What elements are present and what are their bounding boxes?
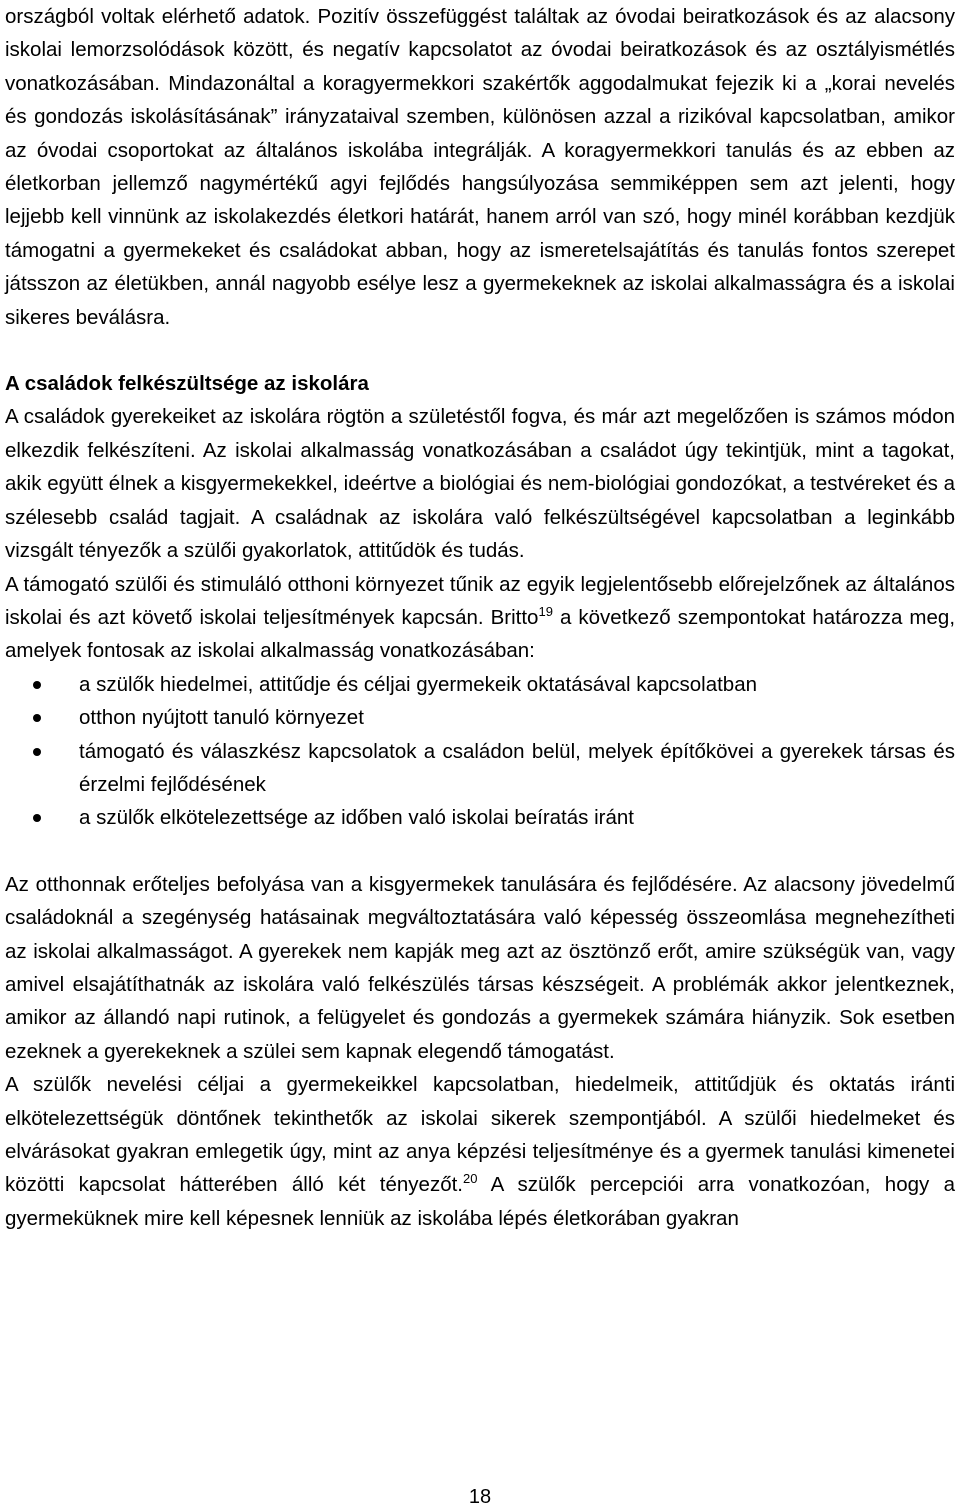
paragraph-family-preparation: A családok gyerekeiket az iskolára rögtön a születéstől fogva, és már azt megelőzően is számos módon elkezdik felkészíteni. Az iskolai alkalmasság vonatkozásában a családot úgy tekintjük, mint a tagokat, akik együtt élnek a kisgyermekekkel, ideértve a biológiai és nem-biológiai gondozókat, a testvéreket és a szélesebb család tagjait. A családnak az iskolára való felkészültségével kapcsolatban a leginkább vizsgált tényezők a szülői gyakorlatok, attitűdök és tudás.: [5, 405, 955, 563]
paragraph-gap: [5, 334, 955, 367]
paragraph-home-environment-continued: a következő szempontokat határozza meg, amelyek fontosak az iskolai alkalmasság vonatkozásában:: [5, 605, 956, 663]
document-page: [5, 0, 955, 1235]
list-item: [5, 801, 955, 834]
paragraph-preschool-outcomes: országból voltak elérhető adatok. Pozitív összefüggést találtak az óvodai beiratkozások és az alacsony iskolai lemorzsolódások között, és negatív kapcsolatot az óvodai beiratkozások és az osztályismétlés vonatkozásában. Mindazonáltal a koragyermekkori szakértők aggodalmukat fejezik ki a „korai nevelés és gondozás iskolásításának” irányzataival szemben, különösen azzal a rizikóval kapcsolatban, amikor az óvodai csoportokat az általános iskolába integrálják. A koragyermekkori tanulás és az ebben az életkorban jellemző nagymértékű agyi fejlődés hangsúlyozása semmiképpen sem azt jelenti, hogy lejjebb kell vinnünk az iskolakezdés életkori határát, hanem arról van szó, hogy minél korábban kezdjük támogatni a gyermekeket és családokat abban, hogy az ismeretelsajátítás és tanulás fontos szerepet játsszon az életükben, annál nagyobb esélye lesz a gyermekeknek az iskolai alkalmasságra és a iskolai sikeres beválásra.: [5, 5, 955, 329]
list-item: [5, 735, 955, 802]
list-item-text: a szülők hiedelmei, attitűdje és céljai gyermekeik oktatásával kapcsolatban: [79, 672, 758, 696]
bullet-icon: [33, 748, 41, 756]
page-number: 18: [468, 1486, 492, 1508]
footnote-reference-19: 19: [538, 603, 553, 619]
bullet-icon: [33, 681, 41, 689]
list-item: [5, 701, 955, 734]
paragraph-parent-goals-text: A szülők nevelési céljai a gyermekeikkel kapcsolatban, hiedelmeik, attitűdjük és oktatás iránti elkötelezettségük döntőnek tekinthetők az iskolai sikerek szempontjából. A szülői hiedelmeket és elvárásokat gyakran emlegetik úgy, mint az anya képzési teljesítménye és a gyermek tanulási kimenetei közötti kapcsolat hátterében álló két tényezőt.: [5, 1073, 955, 1197]
paragraph-home-environment: [5, 568, 955, 668]
section-heading: A családok felkészültsége az iskolára: [5, 372, 369, 396]
paragraph-home-environment-text: A támogató szülői és stimuláló otthoni környezet tűnik az egyik legjelentősebb előrejelzőnek az általános iskolai és azt követő iskolai teljesítmények kapcsán. Britto: [5, 572, 955, 629]
list-item: [5, 668, 955, 701]
paragraph-gap: [5, 835, 955, 868]
list-item-text: a szülők elkötelezettsége az időben való iskolai beíratás iránt: [79, 806, 634, 830]
list-item-text: támogató és válaszkész kapcsolatok a családon belül, melyek építőkövei a gyerekek társas és érzelmi fejlődésének: [79, 739, 955, 796]
footnote-reference-20: 20: [462, 1171, 478, 1187]
bullet-icon: [33, 714, 41, 722]
paragraph-parent-goals-continued: A szülők percepciói arra vonatkozóan, hogy a gyermeküknek mire kell képesnek lenniük az iskolába lépés életkorában gyakran: [5, 1173, 955, 1230]
paragraph-parent-goals: [5, 1068, 955, 1235]
list-item-text: otthon nyújtott tanuló környezet: [79, 706, 364, 730]
bullet-list: [5, 668, 955, 835]
paragraph-home-influence: Az otthonnak erőteljes befolyása van a kisgyermekek tanulására és fejlődésére. Az alacsony jövedelmű családoknál a szegénység hatásainak megváltoztatására való képesség összeomlása megnehezítheti az iskolai alkalmasságot. A gyerekek nem kapják meg azt az ösztönző erőt, amire szükségük van, vagy amivel elsajátíthatnák az iskolára való felkészülés társas készségeit. A problémák akkor jelentkeznek, amikor az állandó napi rutinok, a felügyelet és gondozás a gyermekek számára hiányzik. Sok esetben ezeknek a gyerekeknek a szülei sem kapnak elegendő támogatást.: [5, 872, 955, 1063]
bullet-icon: [33, 814, 41, 822]
